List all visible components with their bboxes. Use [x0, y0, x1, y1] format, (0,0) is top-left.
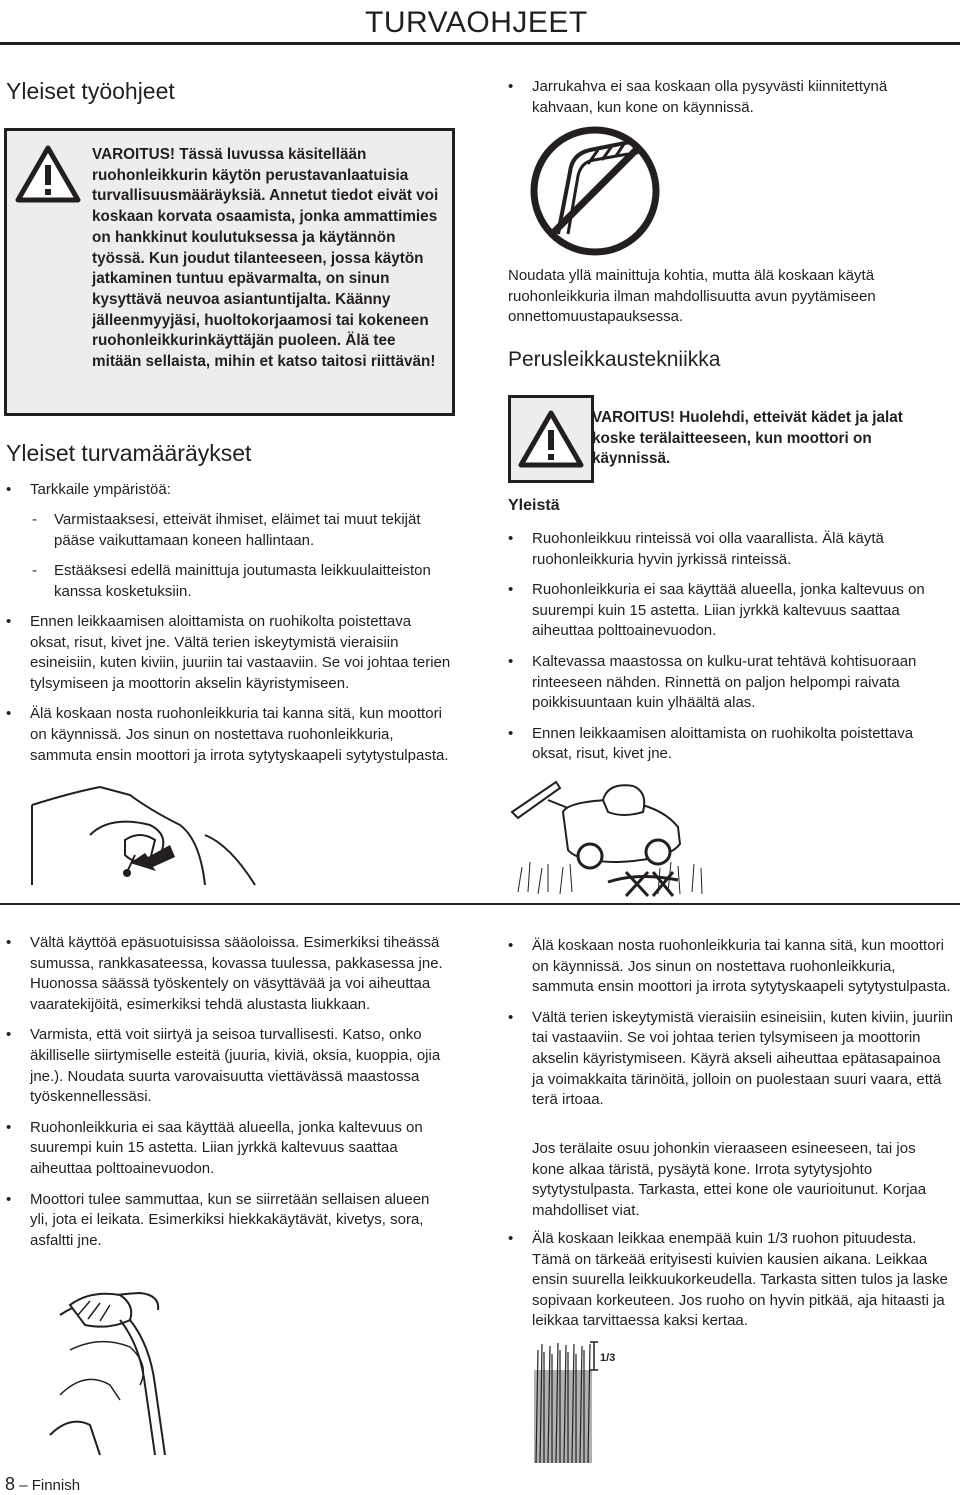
grass-one-third-illustration [532, 1340, 632, 1465]
bullet-list-bottom-left [6, 933, 451, 1251]
list-item: • Ruohonleikkuria ei saa käyttää alueella, jonka kaltevuus on suurempi kuin 15 astetta. Liian jyrkkä kaltevuus saattaa aiheuttaa polttoainevuodon. [508, 580, 953, 642]
list-item: • Tarkkaile ympäristöä: [6, 480, 446, 501]
mower-debris-illustration [508, 772, 708, 900]
list-item: • Ennen leikkaamisen aloittamista on ruohikolta poistettava oksat, risut, kivet jne. [508, 724, 953, 765]
bullet-list-right [508, 529, 953, 765]
warning-icon-box [508, 395, 594, 483]
list-item: • Vältä käyttöä epäsuotuisissa sääoloissa. Esimerkiksi tiheässä sumussa, rankkasateessa, kovassa tuulessa, pakkasessa jne. Huonossa säässä työskentely on väsyttävää ja voi aiheuttaa vaaratekijöitä, esimerkiksi tehdä alustasta liukkaan. [6, 933, 451, 1015]
section-divider [0, 903, 960, 905]
list-item: • Ruohonleikkuria ei saa käyttää alueella, jonka kaltevuus on suurempi kuin 15 astetta. Liian jyrkkä kaltevuus saattaa aiheuttaa polttoainevuodon. [6, 1118, 451, 1180]
list-item: • Vältä terien iskeytymistä vieraisiin esineisiin, kuten kiviin, juuriin tai vastaaviin. Se voi johtaa terien tylsymiseen ja moottorin akselin käyristymiseen. Käyrä akseli aiheuttaa epätasapainoa ja voimakkaita tärinöitä, jolloin on puolestaan suuri vaara, että terä irtoaa. [508, 1008, 953, 1111]
page-header-title: TURVAOHJEET [365, 6, 588, 39]
paragraph-foreign-object: Jos terälaite osuu johonkin vieraaseen esineeseen, tai jos kone alkaa täristä, pysäytä kone. Irrota sytytysjohto sytytystulpasta. Tarkasta, ettei kone ole vaurioitunut. Korjaa mahdolliset viat. [532, 1140, 927, 1219]
no-tied-brake-handle-icon [528, 124, 662, 258]
page-number: 8 [5, 1474, 16, 1494]
hands-on-handle-illustration [30, 1275, 190, 1460]
header-rule [0, 42, 960, 45]
bullet-list-brake [508, 77, 948, 118]
list-item: - Varmistaaksesi, etteivät ihmiset, eläimet tai muut tekijät pääse vaikuttamaan koneen hallintaan. [30, 510, 450, 551]
list-item: • Varmista, että voit siirtyä ja seisoa turvallisesti. Katso, onko äkilliselle siirtymiselle esteitä (juuria, kiviä, oksia, kuoppia, ojia jne.). Noudata suurta varovaisuutta viettävässä maastossa työskennellessäsi. [6, 1025, 451, 1107]
list-item: • Älä koskaan nosta ruohonleikkuria tai kanna sitä, kun moottori on käynnissä. Jos sinun on nostettava ruohonleikkuria, sammuta ensin moottori ja irrota sytytyskaapeli sytytystulpasta. [6, 704, 451, 766]
heading-general-safety-rules: Yleiset turvamääräykset [6, 440, 252, 466]
warning-triangle-icon [15, 145, 81, 203]
heading-basic-cutting-technique: Perusleikkaustekniikka [508, 348, 721, 371]
heading-general-work-instructions: Yleiset työohjeet [6, 78, 175, 104]
list-item: • Jarrukahva ei saa koskaan olla pysyvästi kiinnitettynä kahvaan, kun kone on käynnissä. [508, 77, 948, 118]
list-item: • Kaltevassa maastossa on kulku-urat tehtävä kohtisuoraan rinteeseen nähden. Rinnettä on paljon helpompi raivata poikkisuuntaan kuin ylhäältä alas. [508, 652, 953, 714]
list-item: • Moottori tulee sammuttaa, kun se siirretään sellaisen alueen yli, jota ei leikata. Esimerkiksi hiekkakäytävät, kivetys, sora, asfaltti jne. [6, 1190, 451, 1252]
bullet-list-cutting-height [508, 1229, 953, 1332]
bullet-list-surroundings [6, 480, 446, 501]
warning-triangle-icon [518, 410, 584, 468]
warning-text-general: VAROITUS! Tässä luvussa käsitellään ruohonleikkurin käytön perustavanlaatuisia turvallisuusmääräyksiä. Annetut tiedot eivät voi koskaan korvata osaamista, jonka ammattimies on hankkinut koulutuksessa ja käytännön työssä. Kun joudut tilanteeseen, jossa käytön jatkaminen tuntuu epävarmalta, on sinun kysyttävä neuvoa asiantuntijalta. Käänny jälleenmyyjäsi, huoltokorjaamosi tai kokeneen ruohonleikkurinkäyttäjän puoleen. Älä tee mitään sellaista, mihin et katso taitosi riittävän! [92, 146, 439, 371]
subheading-general: Yleistä [508, 497, 560, 514]
warning-box-general [4, 128, 455, 416]
bullet-list-bottom-right [508, 936, 953, 1111]
warning-text-cutting: VAROITUS! Huolehdi, etteivät kädet ja jalat koske terälaitteeseen, kun moottori on käynnissä. [592, 409, 903, 468]
bullet-list-left [6, 612, 451, 766]
dash-list [30, 510, 450, 602]
footer-dash: – [19, 1477, 28, 1494]
spark-plug-cable-illustration [30, 785, 270, 890]
list-item: • Ennen leikkaamisen aloittamista on ruohikolta poistettava oksat, risut, kivet jne. Vältä terien iskeytymistä vieraisiin esineisiin, kuten kiviin, juuriin tai vastaaviin. Se voi johtaa terien tylsymiseen ja moottorin akselin käyristymiseen. [6, 612, 451, 694]
fraction-label: 1/3 [600, 1352, 616, 1364]
list-item: • Älä koskaan leikkaa enempää kuin 1/3 ruohon pituudesta. Tämä on tärkeää erityisesti kuivien kausien aikana. Leikkaa ensin suurella leikkuukorkeudella. Tarkasta sitten tulos ja laske sopivaan korkeuteen. Jos ruoho on hyvin pitkää, aja hitaasti ja leikkaa tarvittaessa kaksi kertaa. [508, 1229, 953, 1332]
list-item: • Ruohonleikkuu rinteissä voi olla vaarallista. Älä käytä ruohonleikkuria hyvin jyrkissä rinteissä. [508, 529, 953, 570]
footer-language: Finnish [31, 1477, 81, 1494]
note-paragraph: Noudata yllä mainittuja kohtia, mutta älä koskaan käytä ruohonleikkuria ilman mahdollisuutta avun pyytämiseen onnettomuustapauksessa. [508, 267, 876, 326]
list-item: • Älä koskaan nosta ruohonleikkuria tai kanna sitä, kun moottori on käynnissä. Jos sinun on nostettava ruohonleikkuria, sammuta ensin moottori ja irrota sytytyskaapeli sytytystulpasta. [508, 936, 953, 998]
list-item: - Estääksesi edellä mainittuja joutumasta leikkuulaitteiston kanssa kosketuksiin. [30, 561, 450, 602]
